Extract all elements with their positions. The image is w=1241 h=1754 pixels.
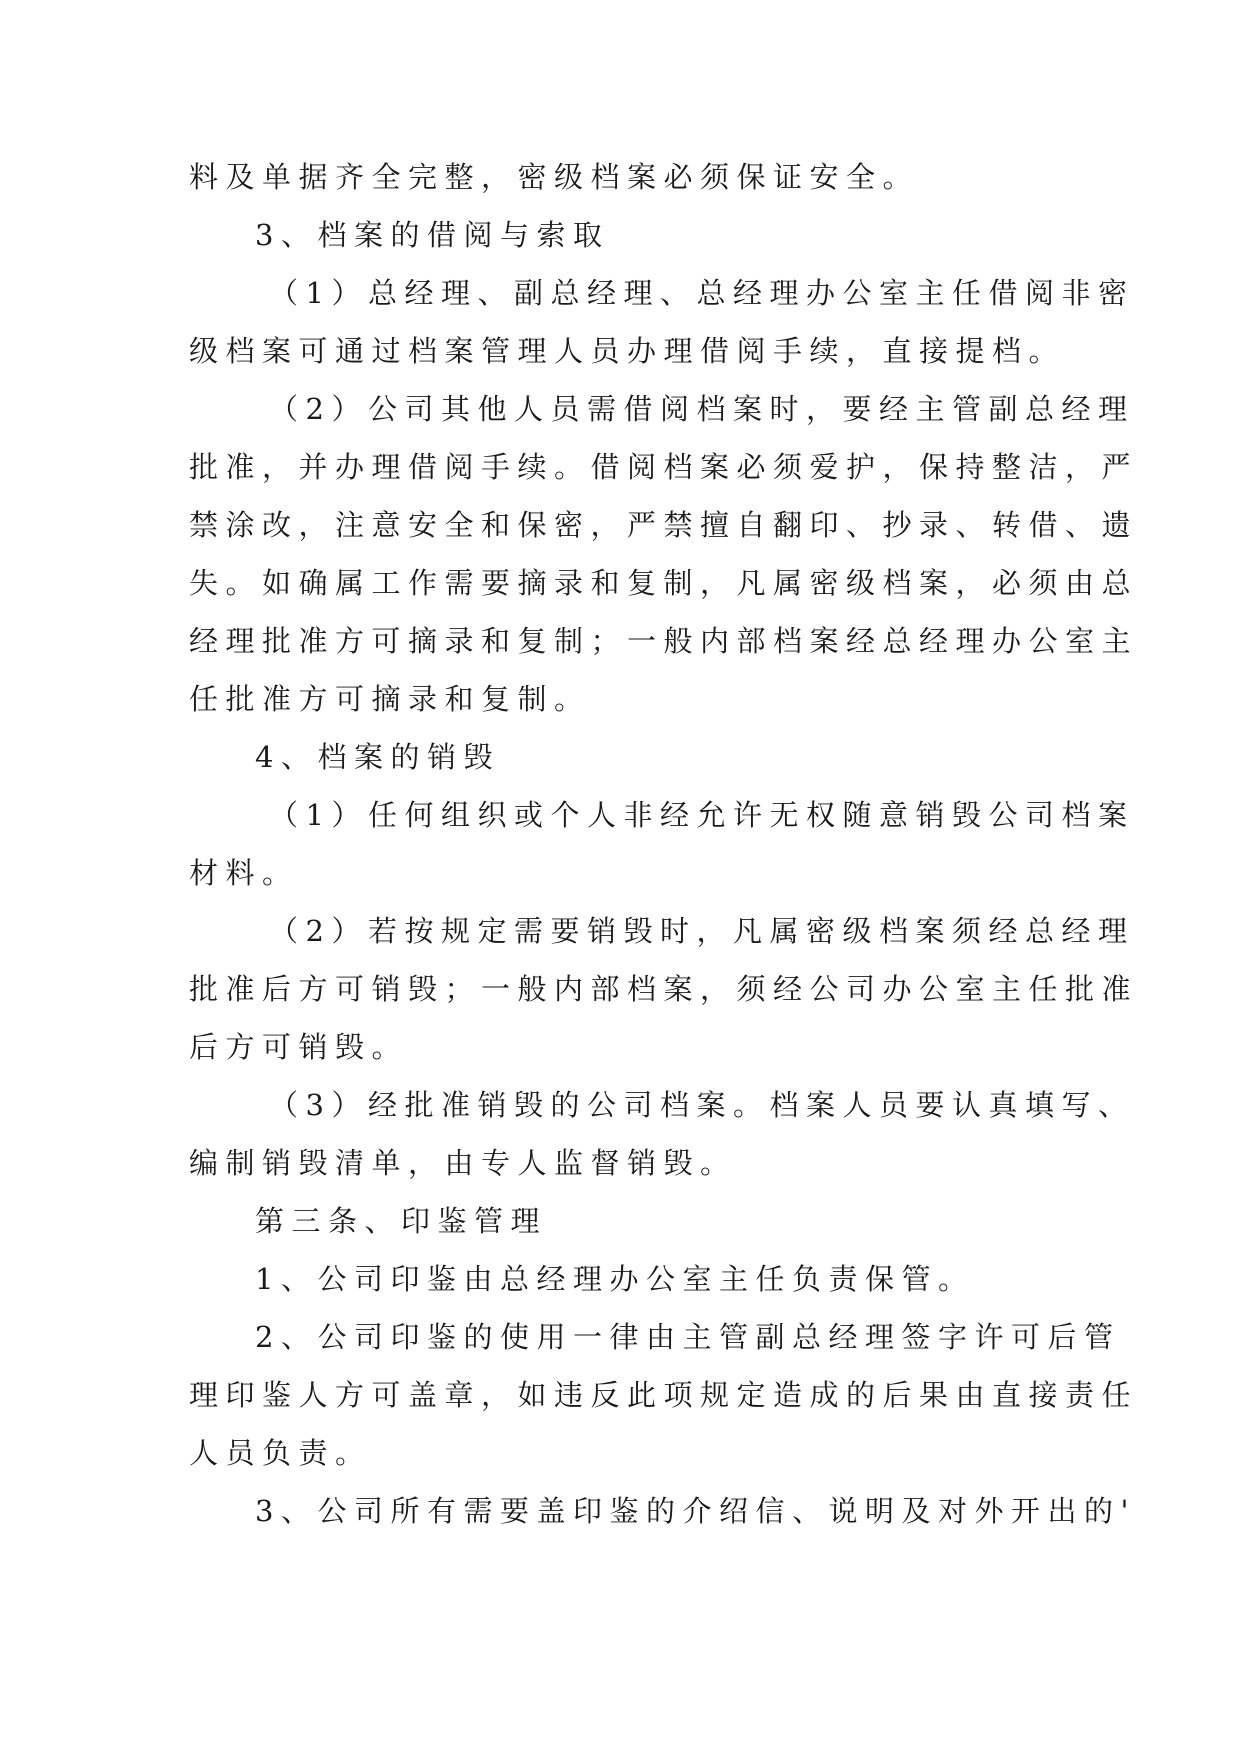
paragraph-line: 后方可销毁。 bbox=[189, 1030, 409, 1064]
paragraph-line: 人员负责。 bbox=[189, 1436, 372, 1470]
paragraph-line: 批准后方可销毁；一般内部档案，须经公司办公室主任批准 bbox=[189, 972, 1139, 1006]
paragraph-line: （1）任何组织或个人非经允许无权随意销毁公司档案 bbox=[269, 798, 1135, 832]
paragraph-line: 2、公司印鉴的使用一律由主管副总经理签字许可后管 bbox=[255, 1320, 1121, 1354]
paragraph-line: 编制销毁清单，由专人监督销毁。 bbox=[189, 1146, 737, 1180]
section-heading: 3、档案的借阅与索取 bbox=[255, 218, 610, 252]
paragraph-line: 经理批准方可摘录和复制；一般内部档案经总经理办公室主 bbox=[189, 624, 1139, 658]
paragraph-line: 失。如确属工作需要摘录和复制，凡属密级档案，必须由总 bbox=[189, 566, 1139, 600]
document-body bbox=[189, 148, 1139, 1540]
paragraph-line: 材料。 bbox=[189, 856, 299, 890]
paragraph-line: （2）公司其他人员需借阅档案时，要经主管副总经理 bbox=[269, 392, 1135, 426]
paragraph-line: 批准，并办理借阅手续。借阅档案必须爱护，保持整洁，严 bbox=[189, 450, 1139, 484]
section-heading: 4、档案的销毁 bbox=[255, 740, 500, 774]
article-heading: 第三条、印鉴管理 bbox=[255, 1204, 548, 1238]
paragraph-line: （2）若按规定需要销毁时，凡属密级档案须经总经理 bbox=[269, 914, 1135, 948]
paragraph-line: （3）经批准销毁的公司档案。档案人员要认真填写、 bbox=[269, 1088, 1135, 1122]
paragraph-line: 1、公司印鉴由总经理办公室主任负责保管。 bbox=[255, 1262, 975, 1296]
paragraph-line: （1）总经理、副总经理、总经理办公室主任借阅非密 bbox=[269, 276, 1135, 310]
paragraph-line: 料及单据齐全完整，密级档案必须保证安全。 bbox=[189, 160, 920, 194]
paragraph-line: 禁涂改，注意安全和保密，严禁擅自翻印、抄录、转借、遗 bbox=[189, 508, 1139, 542]
paragraph-line: 理印鉴人方可盖章，如违反此项规定造成的后果由直接责任 bbox=[189, 1378, 1139, 1412]
paragraph-line: 级档案可通过档案管理人员办理借阅手续，直接提档。 bbox=[189, 334, 1066, 368]
paragraph-line: 任批准方可摘录和复制。 bbox=[189, 682, 591, 716]
paragraph-line: 3、公司所有需要盖印鉴的介绍信、说明及对外开出的' bbox=[255, 1494, 1136, 1528]
